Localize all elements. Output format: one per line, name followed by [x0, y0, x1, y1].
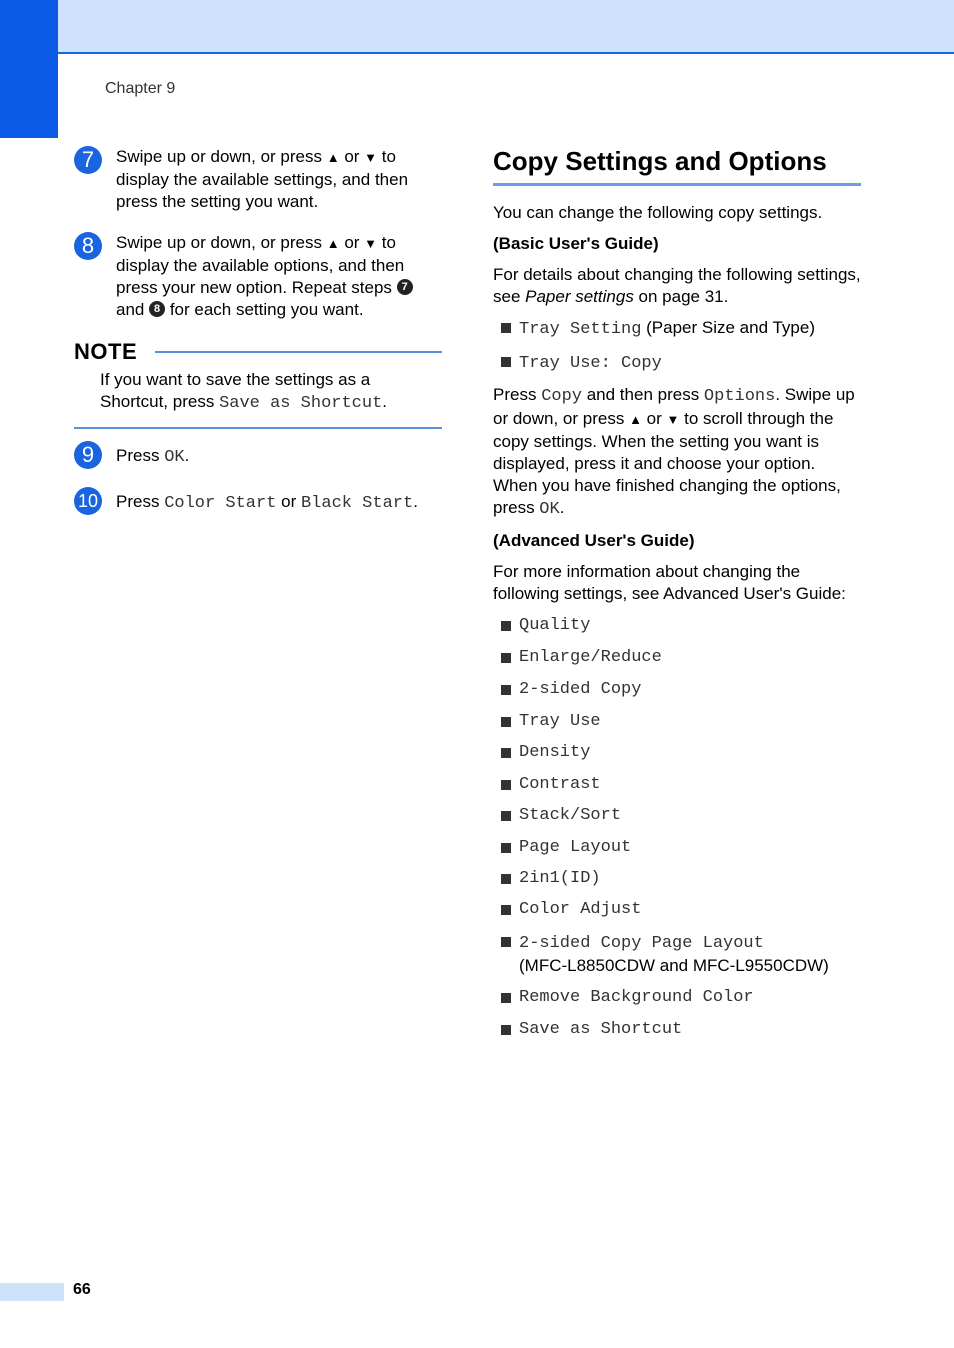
basic-guide-paragraph	[493, 264, 861, 308]
step-ref-7: 7	[397, 279, 413, 295]
press-text-2: and then press	[582, 385, 704, 404]
step-8-text-4: and	[116, 300, 150, 319]
press-text-4: or	[641, 409, 667, 428]
step-9-text-1: Press	[116, 446, 165, 465]
list-item-code: 2-sided Copy Page Layout	[519, 934, 764, 953]
step-8-text-1: Swipe up or down, or press	[116, 233, 327, 252]
down-arrow-icon: ▼	[666, 412, 680, 427]
press-code-2: Options	[703, 387, 776, 406]
step-number-10: 10	[74, 487, 102, 515]
press-text-3: . Swipe up or down, or press	[493, 385, 855, 428]
step-10	[74, 487, 442, 515]
list-item: Page Layout	[493, 837, 861, 859]
step-9-code: OK	[164, 448, 185, 467]
list-item: Quality	[493, 615, 861, 637]
note-title: NOTE	[74, 339, 138, 364]
intro-text: You can change the following copy settings.	[493, 203, 823, 222]
advanced-guide-paragraph: For more information about changing the following settings, see Advanced User's Guide:	[493, 562, 846, 603]
basic-text-1: For details about changing the following settings, see	[493, 265, 861, 306]
note-body	[74, 365, 442, 427]
list-item	[493, 351, 861, 375]
step-9	[74, 441, 442, 469]
press-paragraph	[493, 384, 861, 521]
press-text-6: .	[559, 498, 565, 517]
list-item: Contrast	[493, 774, 861, 796]
list-item: Tray Use	[493, 711, 861, 733]
up-arrow-icon: ▲	[326, 150, 340, 165]
step-7-text-1: Swipe up or down, or press	[116, 147, 327, 166]
basic-text-2: on page 31.	[633, 287, 729, 306]
step-number-7: 7	[74, 146, 102, 174]
step-10-code-2: Black Start	[300, 494, 414, 513]
section-title: Copy Settings and Options	[493, 146, 861, 186]
step-10-text-1: Press	[116, 492, 165, 511]
list-item: Remove Background Color	[493, 987, 861, 1009]
basic-settings-list	[493, 317, 861, 375]
list-item	[493, 931, 861, 977]
step-number-9: 9	[74, 441, 102, 469]
right-column	[493, 146, 861, 1041]
note-text-1: If you want to save the settings as a Shortcut, press	[100, 370, 371, 411]
step-9-text-2: .	[184, 446, 190, 465]
paper-settings-ref: Paper settings	[525, 287, 634, 306]
press-code-1: Copy	[541, 387, 582, 406]
left-column	[74, 146, 442, 515]
step-7-text-3: to display the available settings, and then press the setting you want.	[116, 147, 409, 211]
list-item-note: (MFC-L8850CDW and MFC-L9550CDW)	[519, 956, 829, 975]
list-item: Enlarge/Reduce	[493, 647, 861, 669]
list-item: Stack/Sort	[493, 805, 861, 827]
page-number: 66	[73, 1281, 91, 1298]
chapter-tab-block	[0, 0, 58, 138]
list-item: 2in1(ID)	[493, 868, 861, 890]
note-code: Save as Shortcut	[219, 394, 383, 413]
list-item-code: Tray Use: Copy	[519, 354, 662, 373]
note-text-2: .	[382, 392, 388, 411]
down-arrow-icon: ▼	[364, 236, 378, 251]
list-item: Save as Shortcut	[493, 1019, 861, 1041]
advanced-settings-list	[493, 615, 861, 1041]
step-8-text-2: or	[339, 233, 365, 252]
step-10-text-2: or	[276, 492, 301, 511]
basic-guide-heading: (Basic User's Guide)	[493, 234, 659, 253]
step-10-code-1: Color Start	[164, 494, 277, 513]
list-item-code: Tray Setting	[519, 320, 642, 339]
page-tab	[0, 1283, 64, 1301]
chapter-label: Chapter 9	[105, 80, 176, 97]
step-7-text-2: or	[339, 147, 365, 166]
list-item: Color Adjust	[493, 899, 861, 921]
press-code-3: OK	[539, 500, 560, 519]
press-text-1: Press	[493, 385, 542, 404]
step-number-8: 8	[74, 232, 102, 260]
step-8-text-5: for each setting you want.	[165, 300, 364, 319]
step-ref-8: 8	[149, 301, 165, 317]
step-10-text-3: .	[413, 492, 418, 511]
advanced-guide-heading: (Advanced User's Guide)	[493, 531, 695, 550]
step-7	[74, 146, 442, 213]
note-box	[74, 339, 442, 429]
up-arrow-icon: ▲	[629, 412, 642, 427]
list-item	[493, 317, 861, 341]
note-rule-top	[155, 351, 442, 353]
step-8	[74, 232, 442, 321]
list-item: 2-sided Copy	[493, 679, 861, 701]
list-item-text: (Paper Size and Type)	[641, 318, 815, 337]
note-rule-bottom	[74, 427, 442, 429]
note-header	[74, 339, 442, 365]
down-arrow-icon: ▼	[364, 150, 378, 165]
up-arrow-icon: ▲	[326, 236, 340, 251]
list-item: Density	[493, 742, 861, 764]
header-band	[0, 0, 954, 54]
press-text-5: to scroll through the copy settings. When the setting you want is displayed, press it and choose your option. When you have finished changing the options, press	[493, 409, 841, 517]
step-8-text-3: to display the available options, and then press your new option. Repeat steps	[116, 233, 405, 297]
